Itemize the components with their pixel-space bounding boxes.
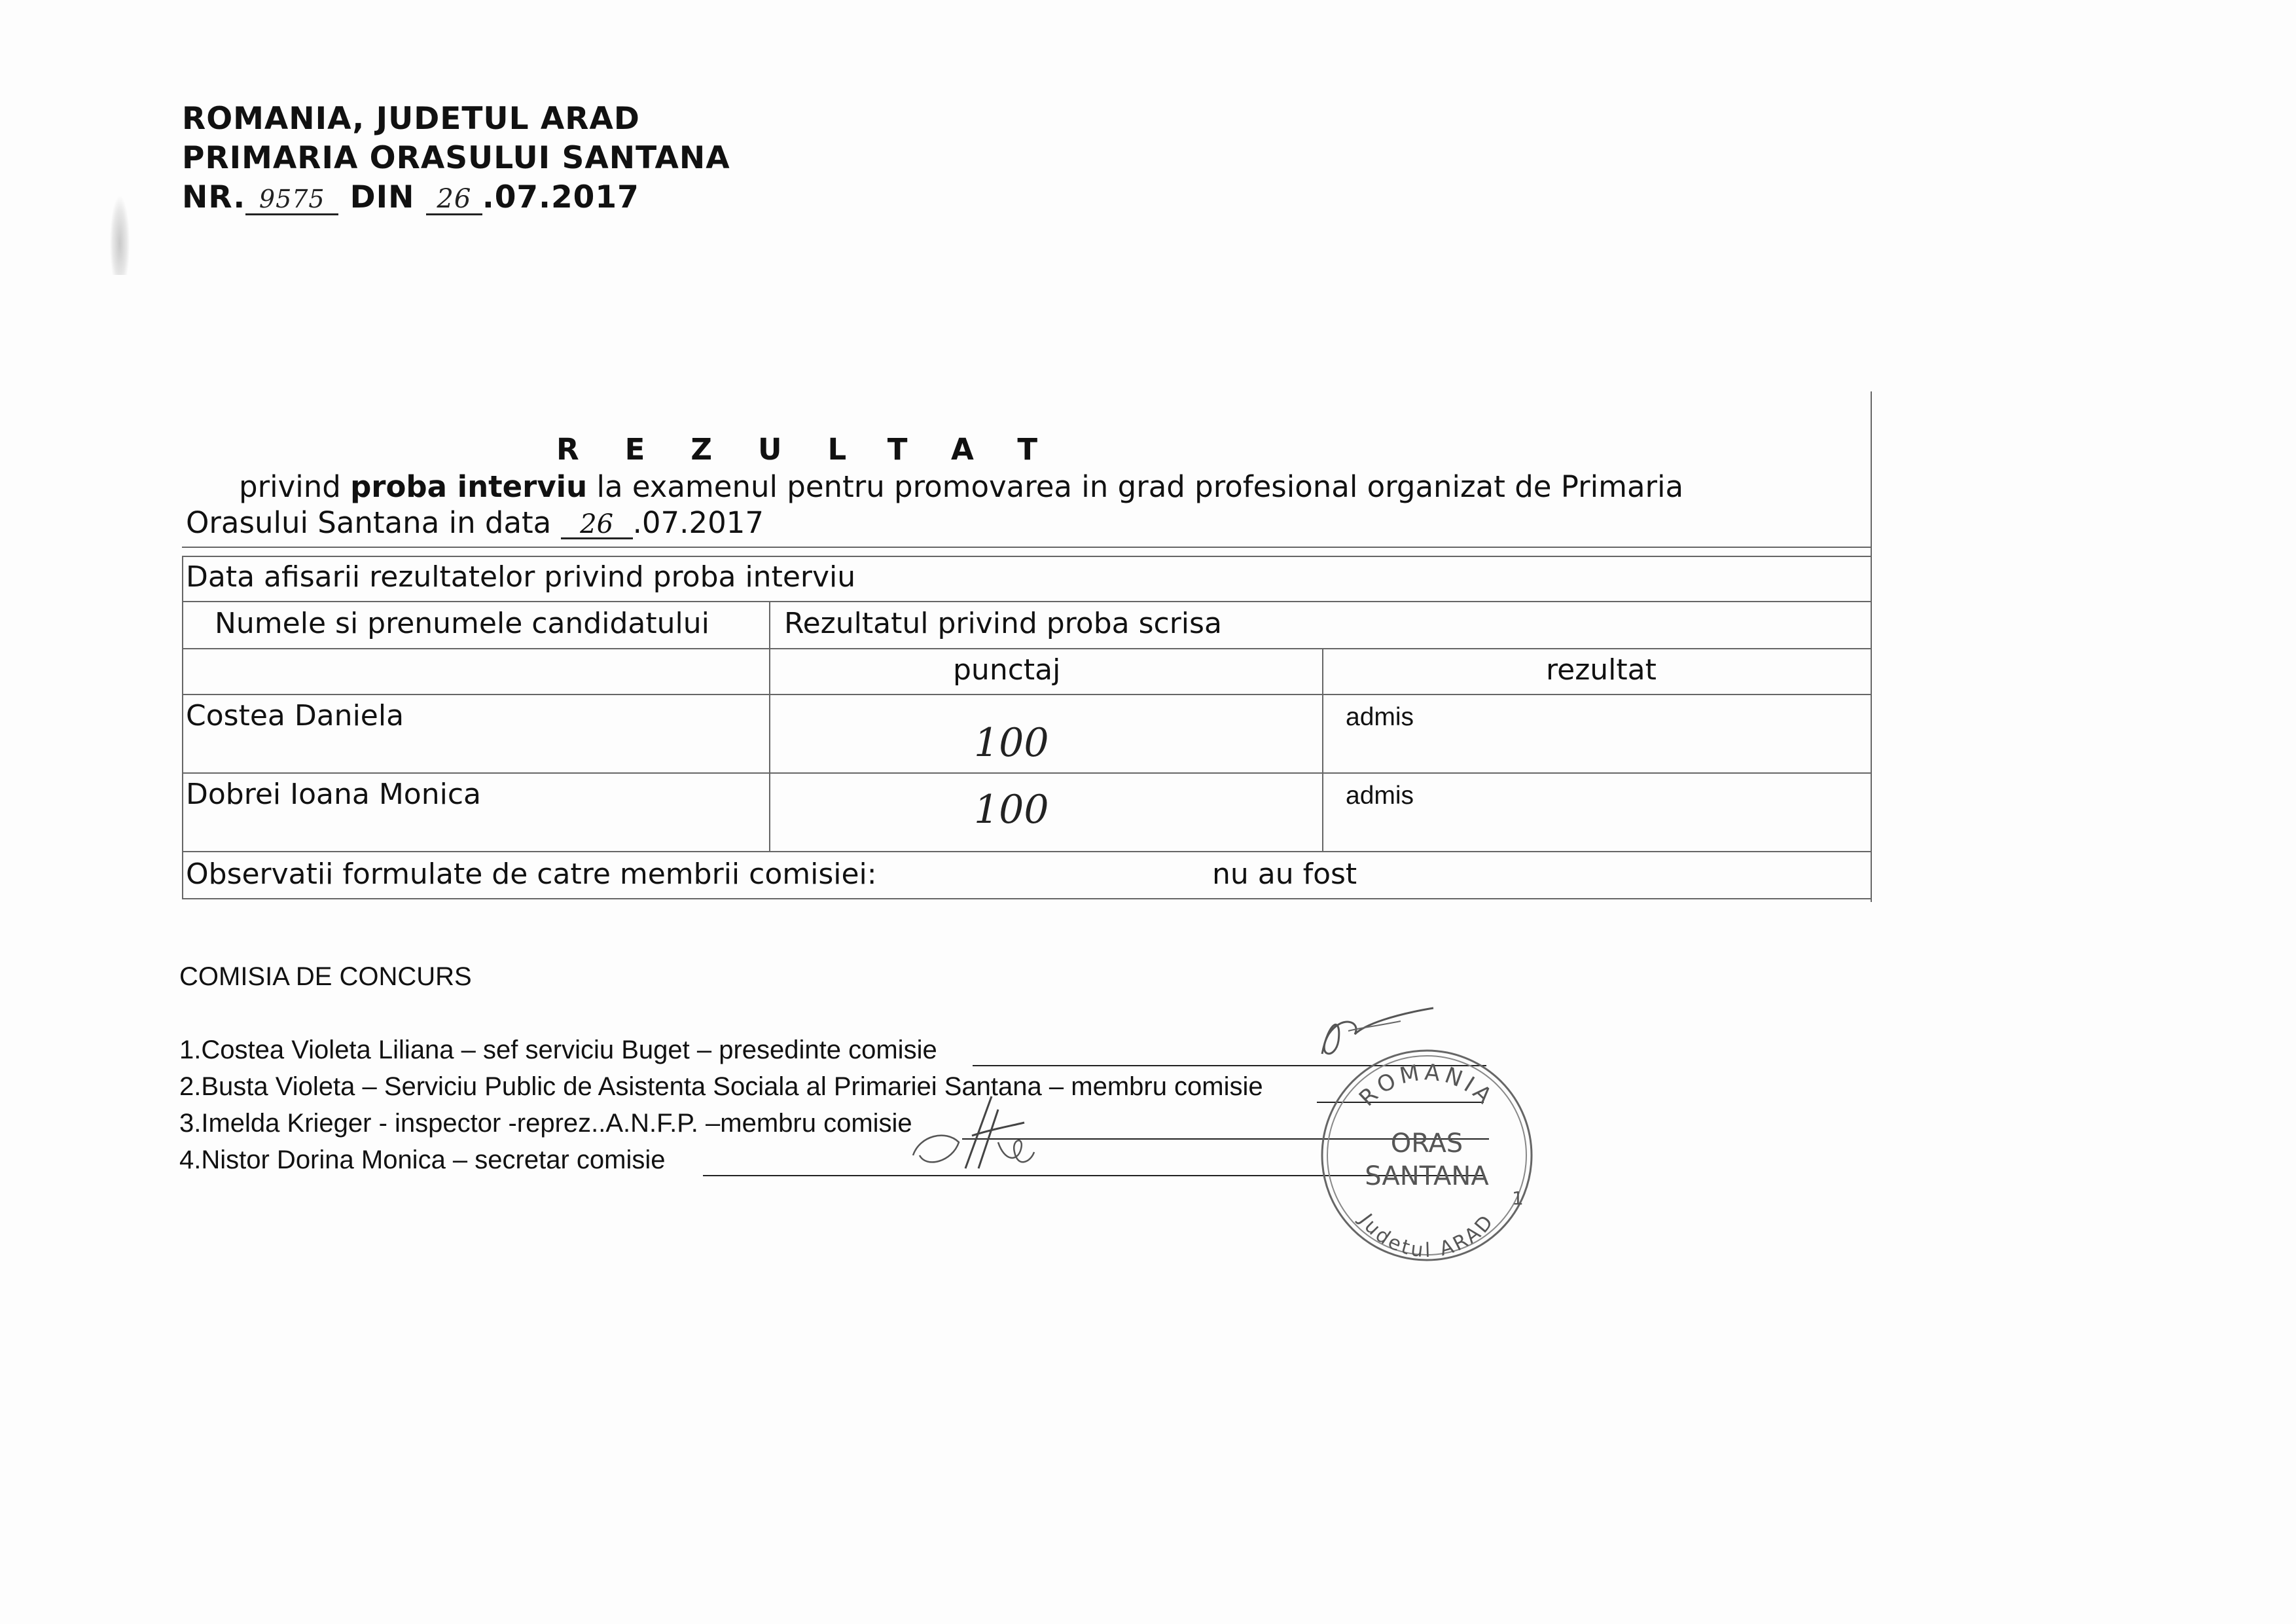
candidate-result: admis	[1346, 703, 1414, 731]
stamp-number: 1	[1512, 1187, 1524, 1209]
official-stamp	[1316, 1044, 1538, 1267]
registration-nr-label: NR.	[182, 179, 246, 215]
intro-bold: proba interviu	[350, 469, 588, 504]
intro-line-1	[239, 469, 1683, 504]
header-country-county: ROMANIA, JUDETUL ARAD	[182, 101, 640, 137]
commission-member-4: 4.Nistor Dorina Monica – secretar comisie	[179, 1146, 666, 1174]
table-line	[182, 601, 1872, 602]
table-line	[182, 556, 1872, 557]
registration-number-handwritten: 9575	[245, 185, 338, 215]
table-line	[182, 694, 1872, 695]
binder-hole-mark	[110, 196, 130, 275]
candidate-name: Costea Daniela	[186, 699, 404, 732]
column-header-name: Numele si prenumele candidatului	[215, 607, 709, 640]
commission-member-3: 3.Imelda Krieger - inspector -reprez..A.N.F.P. –membru comisie	[179, 1109, 912, 1138]
table-left-line	[182, 556, 183, 899]
table-top-line	[182, 547, 1872, 548]
stamp-town-name: SANTANA	[1365, 1161, 1489, 1191]
commission-member-1: 1.Costea Violeta Liliana – sef serviciu Buget – presedinte comisie	[179, 1036, 937, 1064]
table-right-margin-line	[1871, 391, 1872, 902]
candidate-result: admis	[1346, 782, 1414, 810]
commission-member-2: 2.Busta Violeta – Serviciu Public de Asistenta Sociala al Primariei Santana – membru comisie	[179, 1072, 1263, 1101]
subheader-result: rezultat	[1546, 653, 1657, 687]
stamp-bottom-text: Judetul ARAD	[1354, 1209, 1499, 1263]
registration-din-label: DIN	[350, 179, 415, 215]
intro-day-handwritten: 26	[561, 511, 633, 539]
candidate-score-handwritten: 100	[974, 720, 1049, 766]
observations-label: Observatii formulate de catre membrii comisiei:	[186, 857, 877, 891]
stamp-town-type: ORAS	[1390, 1128, 1463, 1159]
table-column-divider	[769, 601, 770, 851]
intro-line2-end: .07.2017	[632, 505, 764, 540]
header-institution: PRIMARIA ORASULUI SANTANA	[182, 140, 730, 176]
signature-member-3	[906, 1090, 1070, 1178]
intro-part1: privind	[239, 469, 351, 504]
display-date-label: Data afisarii rezultatelor privind proba interviu	[186, 560, 856, 594]
svg-text:ROMANIA	[1354, 1059, 1499, 1111]
candidate-name: Dobrei Ioana Monica	[186, 778, 481, 811]
candidate-score-handwritten: 100	[974, 787, 1049, 833]
commission-title: COMISIA DE CONCURS	[179, 962, 472, 991]
observations-value: nu au fost	[1212, 857, 1357, 891]
registration-day-handwritten: 26	[426, 185, 482, 215]
table-line	[182, 772, 1872, 774]
registration-date-rest: .07.2017	[482, 179, 639, 215]
column-header-result: Rezultatul privind proba scrisa	[784, 607, 1222, 640]
subheader-score: punctaj	[953, 653, 1061, 687]
header-registration	[182, 178, 639, 217]
stamp-top-text: ROMANIA	[1354, 1059, 1500, 1112]
intro-part2: la examenul pentru promovarea in grad profesional organizat de Primaria	[587, 469, 1684, 504]
document-title: REZULTAT	[556, 432, 1084, 467]
table-bottom-line	[182, 898, 1872, 899]
svg-text:Judetul ARAD	[1354, 1209, 1499, 1263]
table-line	[182, 851, 1872, 852]
table-line	[182, 648, 1872, 649]
table-column-divider	[1322, 648, 1323, 851]
intro-line2-start: Orasului Santana in data	[186, 505, 561, 540]
intro-line-2	[186, 505, 764, 540]
